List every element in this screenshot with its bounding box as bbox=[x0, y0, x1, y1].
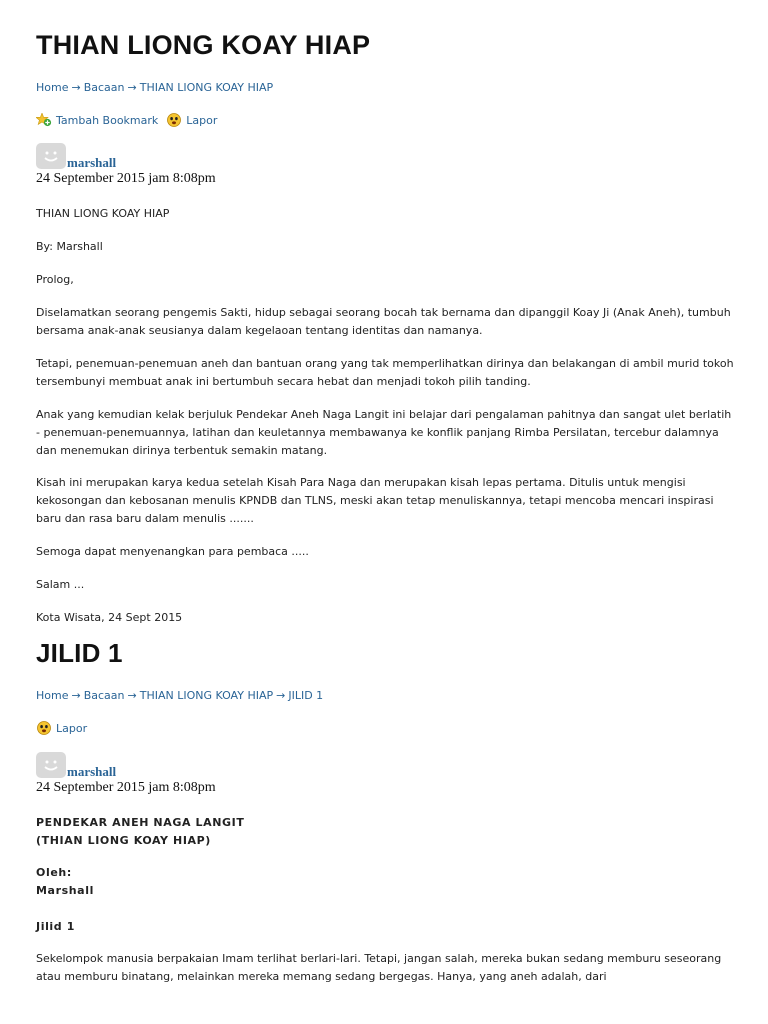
author-label: Oleh: bbox=[36, 866, 72, 879]
post-date: 24 September 2015 jam 8:08pm bbox=[36, 171, 216, 186]
post-title: JILID 1 bbox=[36, 638, 123, 668]
post-paragraph: Anak yang kemudian kelak berjuluk Pendekar Aneh Naga Langit ini belajar dari pengalaman pahitnya dan sangat ulet berlatih - penemuan-penemuannya, latihan dan keuletannya membawanya ke konflik panjang Rimba Persilatan, tercebur dalamnya dan menemukan dirinya terbentuk semakin matang. bbox=[36, 408, 732, 457]
add-bookmark-link[interactable]: Tambah Bookmark bbox=[56, 113, 159, 127]
post-paragraph: Kisah ini merupakan karya kedua setelah Kisah Para Naga dan merupakan kisah lepas pertama. Ditulis untuk mengisi kekosongan dan kebosanan menulis KPNDB dan TLNS, meski akan tetap menuliskannya, tetapi mencoba mencari inspirasi baru dan rasa baru dalam menulis ....... bbox=[36, 476, 714, 525]
story-subheading: (THIAN LIONG KOAY HIAP) bbox=[36, 834, 211, 847]
breadcrumb-bacaan[interactable]: Bacaan bbox=[83, 81, 125, 94]
post-paragraph: Salam ... bbox=[36, 578, 85, 591]
warning-face-icon bbox=[166, 113, 182, 127]
post-actions bbox=[36, 721, 87, 735]
breadcrumb-book[interactable]: THIAN LIONG KOAY HIAP bbox=[139, 81, 274, 94]
post-actions bbox=[36, 113, 217, 127]
author-link[interactable]: marshall bbox=[67, 764, 117, 779]
breadcrumb-separator: → bbox=[71, 81, 81, 94]
breadcrumb-separator: → bbox=[71, 689, 81, 702]
post-paragraph: Semoga dapat menyenangkan para pembaca ..... bbox=[36, 545, 309, 558]
breadcrumb bbox=[36, 81, 273, 94]
post-paragraph: Prolog, bbox=[36, 273, 74, 286]
warning-face-icon bbox=[36, 721, 52, 735]
default-avatar-icon[interactable] bbox=[36, 143, 66, 169]
breadcrumb-home[interactable]: Home bbox=[36, 689, 69, 702]
default-avatar-icon[interactable] bbox=[36, 752, 66, 778]
story-heading: PENDEKAR ANEH NAGA LANGIT bbox=[36, 816, 245, 829]
author-block bbox=[36, 143, 116, 169]
chapter-label: Jilid 1 bbox=[36, 920, 75, 933]
author-block bbox=[36, 752, 116, 778]
breadcrumb-separator: → bbox=[127, 689, 137, 702]
breadcrumb-chapter[interactable]: JILID 1 bbox=[288, 689, 324, 702]
breadcrumb-home[interactable]: Home bbox=[36, 81, 69, 94]
breadcrumb bbox=[36, 689, 323, 702]
breadcrumb-book[interactable]: THIAN LIONG KOAY HIAP bbox=[139, 689, 274, 702]
breadcrumb-separator: → bbox=[127, 81, 137, 94]
story-body: Sekelompok manusia berpakaian Imam terlihat berlari-lari. Tetapi, jangan salah, mereka bukan sedang memburu seseorang atau memburu binatang, melainkan mereka memang sedang bergegas. Hanya, yang aneh adalah, dari bbox=[36, 952, 722, 983]
post-paragraph: Tetapi, penemuan-penemuan aneh dan bantuan orang yang tak memperlihatkan dirinya dan belakangan di ambil murid tokoh tersembunyi membuat anak ini bertumbuh secara hebat dan menjadi tokoh pilih tanding. bbox=[36, 357, 734, 388]
post-date: 24 September 2015 jam 8:08pm bbox=[36, 780, 216, 795]
post-paragraph: By: Marshall bbox=[36, 240, 103, 253]
report-link[interactable]: Lapor bbox=[186, 113, 218, 127]
post-title: THIAN LIONG KOAY HIAP bbox=[36, 30, 371, 60]
breadcrumb-bacaan[interactable]: Bacaan bbox=[83, 689, 125, 702]
author-name-text: Marshall bbox=[36, 884, 94, 897]
post-paragraph: Diselamatkan seorang pengemis Sakti, hidup sebagai seorang bocah tak bernama dan dipanggil Koay Ji (Anak Aneh), tumbuh bersama anak-anak seusianya dalam kegelaoan tentang identitas dan namanya. bbox=[36, 306, 731, 337]
post-paragraph: Kota Wisata, 24 Sept 2015 bbox=[36, 611, 183, 624]
star-plus-icon bbox=[36, 113, 52, 127]
report-link[interactable]: Lapor bbox=[56, 721, 88, 735]
post-paragraph: THIAN LIONG KOAY HIAP bbox=[36, 207, 170, 220]
author-link[interactable]: marshall bbox=[67, 155, 117, 170]
breadcrumb-separator: → bbox=[276, 689, 286, 702]
